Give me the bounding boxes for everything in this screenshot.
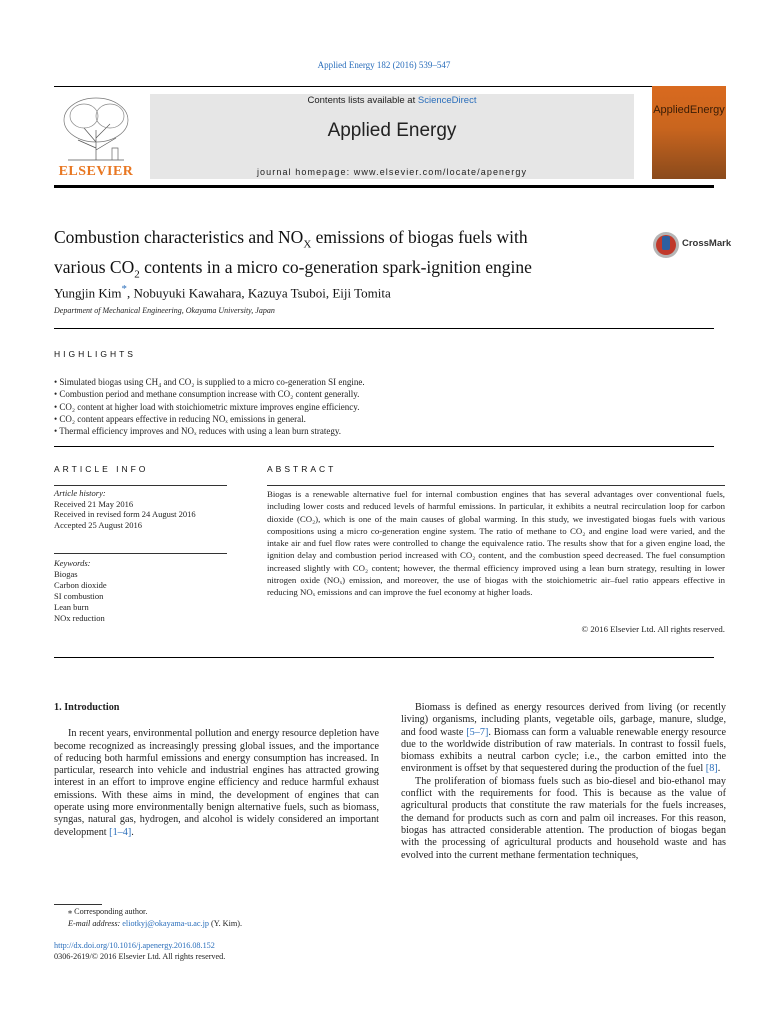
received-date: Received 21 May 2016 [54,498,134,509]
section-rule [54,328,714,329]
journal-title: Applied Energy [327,120,457,141]
affiliation: Department of Mechanical Engineering, Okayama University, Japan [54,306,275,315]
title-part: various CO [54,256,135,277]
email-suffix: (Y. Kim). [208,918,243,928]
section-rule [54,446,714,447]
article-info-heading: ARTICLE INFO [54,464,149,474]
doi-block [54,940,225,962]
section-heading: 1. Introduction [54,702,120,713]
corresponding-author-note: ⁎ Corresponding author. [68,907,148,916]
keyword: SI combustion [54,591,104,601]
title-part: contents in a micro co-generation spark-ignition engine [139,256,532,277]
paragraph-text: In recent years, environmental pollution and energy resource depletion have become recognized as increasingly pressing global issues, and the importance of reducing both harmful emissions and energy consumption has increased. In particular, research into vehicle and industrial engines has attracted growing interest in an effort to improve engine efficiency and reduce harmful exhaust emissions. With these aims in mind, the development of engines that can operate using more environmentally benign alternative fuels, such as biomass, syngas, natural gas, hydrogen, and alcohol is widely considered an important development [54,728,379,838]
journal-reference[interactable]: Applied Energy 182 (2016) 539–547 [317,60,451,70]
journal-homepage[interactable]: journal homepage: www.elsevier.com/locate/apenergy [256,167,528,177]
article-history [54,488,234,530]
title-part: emissions of biogas fuels with [311,227,528,247]
citation-link[interactable]: [8] [705,763,718,775]
highlight-item: • CO₂ content at higher load with stoichiometric mixture improves engine efficiency. [54,401,360,412]
body-column-left [54,702,379,839]
article-title [54,226,634,285]
keyword: Carbon dioxide [54,580,107,590]
sciencedirect-link[interactable]: ScienceDirect [417,95,477,106]
keywords-block [54,558,234,624]
issn-line: 0306-2619/© 2016 Elsevier Ltd. All rights reserved. [54,952,226,961]
body-paragraph: The proliferation of biomass fuels such as bio-diesel and bio-ethanol may conflict with the requirements for food. This is because as the value of agricultural products that constitute the raw materials for the fuels increases, the demand for products such as corn and palm oil increases. For this reason, biogas has attracted considerable attention. The production of biogas began with the processing of agricultural products and household waste and has evolved into the current methane fermentation techniques, [401,775,726,861]
corresponding-author-mark[interactable]: * [121,283,127,295]
publisher-wordmark: ELSEVIER [58,164,134,179]
paragraph-text: Biomass is defined as energy resources derived from living (or recently living) organisms, including plants, vegetable oils, garbage, manure, sludge, and food waste [401,702,726,738]
author-list [54,283,391,301]
citation-link[interactable]: [5–7] [466,726,489,738]
keyword: Lean burn [54,602,89,612]
body-column-right [401,702,726,862]
author-name: Yungjin Kim [54,285,122,301]
body-paragraph: Biomass is defined as energy resources derived from living (or recently living) organisms, including plants, vegetable oils, garbage, manure, sludge, and food waste [5–7]. Biomass can form a valuable renewable energy resource due to the worldwide distribution of raw materials. In contrast to fossil fuels, biomass exhibits a neutral carbon cycle; i.e., the carbon emitted into the environment is offset by that sequestered during the production of the fuel [8]. [401,702,726,775]
journal-cover-image [652,86,726,179]
header-bold-rule [54,185,714,188]
keywords-label: Keywords: [54,558,91,568]
crossmark-label[interactable]: CrossMark [682,238,732,249]
revised-date: Received in revised form 24 August 2016 [54,509,196,519]
highlights-heading: HIGHLIGHTS [54,349,136,359]
highlight-item: • Combustion period and methane consumption increase with CO₂ content generally. [54,389,360,400]
abstract-heading: ABSTRACT [267,464,337,474]
email-link[interactable]: eliotkyj@okayama-u.ac.jp [122,918,209,928]
article-info-rule [54,485,227,486]
title-subscript: X [303,238,312,251]
contents-prefix: Contents lists available at [307,95,418,106]
highlight-item: • Thermal efficiency improves and NOₓ reduces with using a lean burn strategy. [54,426,342,437]
abstract-rule [267,485,725,486]
keyword: Biogas [54,569,78,579]
keywords-rule [54,553,227,554]
abstract-copyright: © 2016 Elsevier Ltd. All rights reserved. [581,624,725,634]
highlights-list [54,376,674,437]
email-label: E-mail address: [68,918,123,928]
doi-link[interactable]: http://dx.doi.org/10.1016/j.apenergy.2016.08.152 [54,941,215,950]
highlight-item: • Simulated biogas using CH₄ and CO₂ is supplied to a micro co-generation SI engine. [54,377,365,387]
corresponding-footnote [54,906,242,929]
title-part: Combustion characteristics and NO [54,227,304,247]
footnote-rule [54,904,102,905]
header-rule [54,86,714,87]
title-subscript: 2 [134,268,140,280]
citation-link[interactable]: [1–4] [109,826,132,838]
contents-line [150,95,634,106]
abstract-text: Biogas is a renewable alternative fuel for internal combustion engines that has several advantages over conventional fuels, including lower costs and reduced levels of harmful emissions. In particular, it exhibits a neutral recirculation loop for carbon dioxide (CO₂), which is one of the main causes of global warming. In this study, we investigated biogas fuels with various compositions using a micro co-generation engine system. The ratio of methane to CO₂ and engine load were varied, and the intake air and fuel flow rates were controlled to change the equivalence ratio. The results show that for a given engine load, the ignition delay and combustion period increased with CO₂ content, and the combustion speed decreased. The fuel consumption increased slightly with CO₂ content; however, the thermal efficiency improved using a lean burn strategy, resulting in lower nitrogen oxide (NOₓ) emission, and moreover, the use of biogas with the stoichiometric air–fuel ratio appears effective in reducing NOₓ emissions and can improve the fuel economy at higher loads. [267,489,725,598]
journal-cover-title: AppliedEnergy [653,104,725,116]
author-names: , Nobuyuki Kawahara, Kazuya Tsuboi, Eiji Tomita [126,285,391,301]
email-line [54,918,242,930]
keyword: NOx reduction [54,613,105,623]
highlight-item: • CO₂ content appears effective in reducing NOₓ emissions in general. [54,413,306,424]
history-label: Article history: [54,488,106,498]
section-rule [54,657,714,658]
paragraph-text: . Biomass can form a valuable renewable energy resource due to the worldwide distribution of raw materials. In contrast to fossil fuels, biomass exhibits a neutral carbon cycle; i.e., the carbon emitted into the environment is offset by that sequestered during the production of the fuel [401,726,726,775]
body-paragraph: In recent years, environmental pollution and energy resource depletion have become recognized as increasingly pressing global issues, and the importance of reducing both harmful emissions and energy consumption has increased. In particular, research into vehicle and industrial engines has attracted growing interest in an effort to improve engine efficiency and reduce harmful exhaust emissions. With these aims in mind, the development of engines that can operate using more environmentally benign alternative fuels, such as biomass, syngas, natural gas, hydrogen, and alcohol is widely considered an important development [1–4]. [54,728,379,838]
accepted-date: Accepted 25 August 2016 [54,519,143,530]
